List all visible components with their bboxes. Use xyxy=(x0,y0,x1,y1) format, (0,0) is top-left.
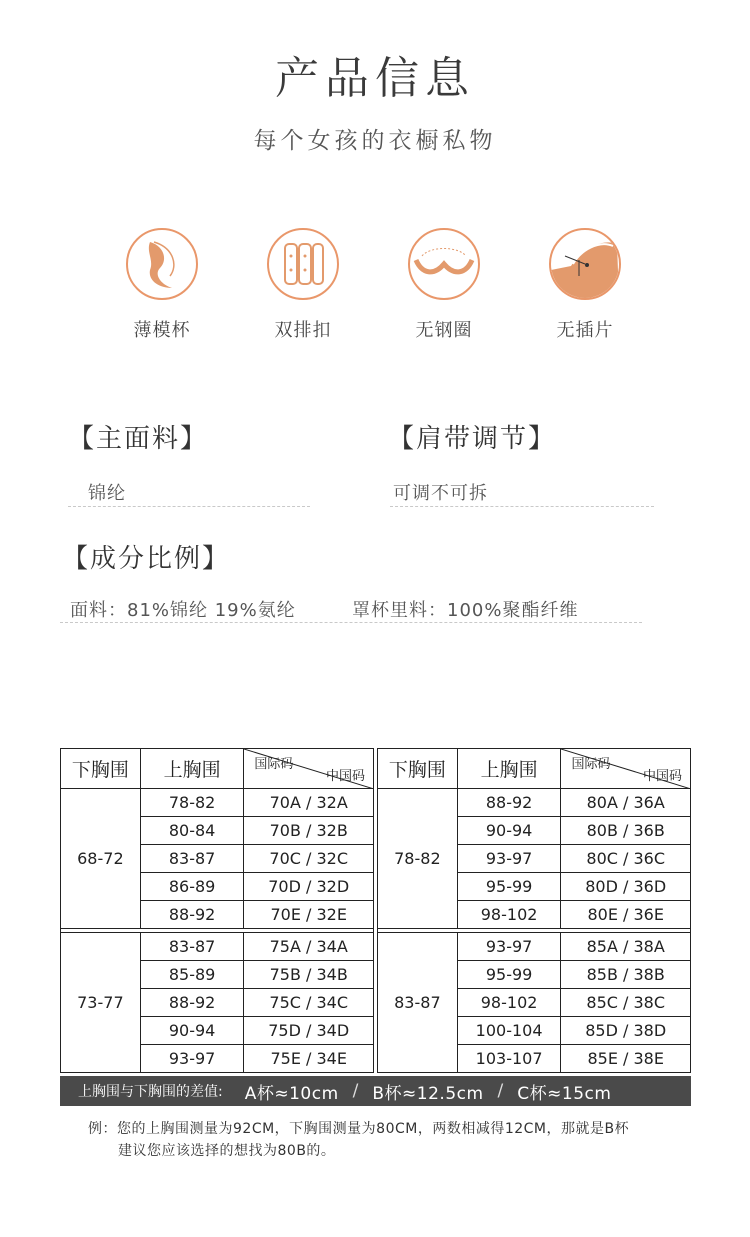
feature-no-insert xyxy=(515,228,655,342)
header-intl: 国际码 xyxy=(571,757,611,772)
cup-c-value: C杯≈15cm xyxy=(517,1083,612,1104)
separator: / xyxy=(352,1081,359,1101)
under-bust-group: 73-77 xyxy=(61,933,141,1073)
table-cell: 90-94 xyxy=(140,1017,244,1045)
table-cell: 98-102 xyxy=(457,901,561,929)
header-over-bust: 上胸围 xyxy=(140,749,244,789)
header-under-bust: 下胸围 xyxy=(378,749,458,789)
table-cell: 70C / 32C xyxy=(244,845,374,873)
wire-free-icon xyxy=(408,228,480,300)
table-cell: 80D / 36D xyxy=(561,873,691,901)
table-cell: 88-92 xyxy=(140,989,244,1017)
table-cell: 88-92 xyxy=(140,901,244,929)
table-cell: 85D / 38D xyxy=(561,1017,691,1045)
divider xyxy=(60,622,642,623)
thin-mold-cup-icon xyxy=(126,228,198,300)
size-table-right xyxy=(377,748,691,1073)
table-cell: 70D / 32D xyxy=(244,873,374,901)
under-bust-group: 83-87 xyxy=(378,933,458,1073)
feature-label: 双排扣 xyxy=(274,320,332,341)
table-cell: 75D / 34D xyxy=(244,1017,374,1045)
table-cell: 95-99 xyxy=(457,961,561,989)
table-cell: 95-99 xyxy=(457,873,561,901)
page-subtitle: 每个女孩的衣橱私物 xyxy=(253,128,497,154)
feature-wire-free xyxy=(374,228,514,342)
divider xyxy=(68,506,310,507)
table-cell: 83-87 xyxy=(140,845,244,873)
table-cell: 90-94 xyxy=(457,817,561,845)
size-table-left xyxy=(60,748,374,1073)
strap-value: 可调不可拆 xyxy=(393,483,488,504)
header-under-bust: 下胸围 xyxy=(61,749,141,789)
cup-a-value: A杯≈10cm xyxy=(244,1083,339,1104)
header-intl: 国际码 xyxy=(254,757,294,772)
strap-heading: 【肩带调节】 xyxy=(388,424,557,454)
table-cell: 85C / 38C xyxy=(561,989,691,1017)
feature-double-hook xyxy=(233,228,373,342)
table-cell: 80-84 xyxy=(140,817,244,845)
header-size-codes xyxy=(561,749,691,789)
table-cell: 75E / 34E xyxy=(244,1045,374,1073)
page-title: 产品信息 xyxy=(275,53,475,104)
example-note-line2: 建议您应该选择的想找为80B的。 xyxy=(118,1143,336,1159)
table-cell: 83-87 xyxy=(140,933,244,961)
table-cell: 85-89 xyxy=(140,961,244,989)
table-cell: 75A / 34A xyxy=(244,933,374,961)
cup-b-value: B杯≈12.5cm xyxy=(372,1083,484,1104)
table-cell: 85B / 38B xyxy=(561,961,691,989)
table-cell: 98-102 xyxy=(457,989,561,1017)
feature-label: 无插片 xyxy=(556,320,614,341)
table-cell: 103-107 xyxy=(457,1045,561,1073)
feature-label: 薄模杯 xyxy=(133,320,191,341)
feature-label: 无钢圈 xyxy=(415,320,473,341)
table-cell: 75C / 34C xyxy=(244,989,374,1017)
table-cell: 80B / 36B xyxy=(561,817,691,845)
under-bust-group: 68-72 xyxy=(61,789,141,929)
table-cell: 78-82 xyxy=(140,789,244,817)
table-cell: 100-104 xyxy=(457,1017,561,1045)
table-cell: 93-97 xyxy=(457,933,561,961)
table-cell: 93-97 xyxy=(457,845,561,873)
cup-difference-bar xyxy=(60,1076,691,1106)
table-cell: 70B / 32B xyxy=(244,817,374,845)
table-cell: 88-92 xyxy=(457,789,561,817)
separator: / xyxy=(497,1081,504,1101)
no-insert-icon xyxy=(549,228,621,300)
table-cell: 80A / 36A xyxy=(561,789,691,817)
divider xyxy=(390,506,654,507)
composition-heading: 【成分比例】 xyxy=(62,544,231,574)
fabric-heading: 【主面料】 xyxy=(68,424,209,454)
under-bust-group: 78-82 xyxy=(378,789,458,929)
example-note-line1: 例：您的上胸围测量为92CM，下胸围测量为80CM，两数相减得12CM，那就是B杯 xyxy=(88,1121,630,1137)
table-cell: 85A / 38A xyxy=(561,933,691,961)
fabric-value: 锦纶 xyxy=(88,483,126,504)
composition-cup: 罩杯里料：100%聚酯纤维 xyxy=(352,600,579,621)
table-cell: 75B / 34B xyxy=(244,961,374,989)
table-cell: 80E / 36E xyxy=(561,901,691,929)
table-cell: 85E / 38E xyxy=(561,1045,691,1073)
header-size-codes xyxy=(244,749,374,789)
header-cn: 中国码 xyxy=(325,769,365,784)
header-over-bust: 上胸围 xyxy=(457,749,561,789)
table-cell: 93-97 xyxy=(140,1045,244,1073)
difference-label: 上胸围与下胸围的差值: xyxy=(78,1084,223,1100)
table-cell: 70E / 32E xyxy=(244,901,374,929)
table-cell: 70A / 32A xyxy=(244,789,374,817)
table-cell: 86-89 xyxy=(140,873,244,901)
feature-thin-cup xyxy=(92,228,232,342)
header-cn: 中国码 xyxy=(642,769,682,784)
double-hook-icon xyxy=(267,228,339,300)
table-cell: 80C / 36C xyxy=(561,845,691,873)
composition-face: 面料：81%锦纶 19%氨纶 xyxy=(70,600,296,621)
